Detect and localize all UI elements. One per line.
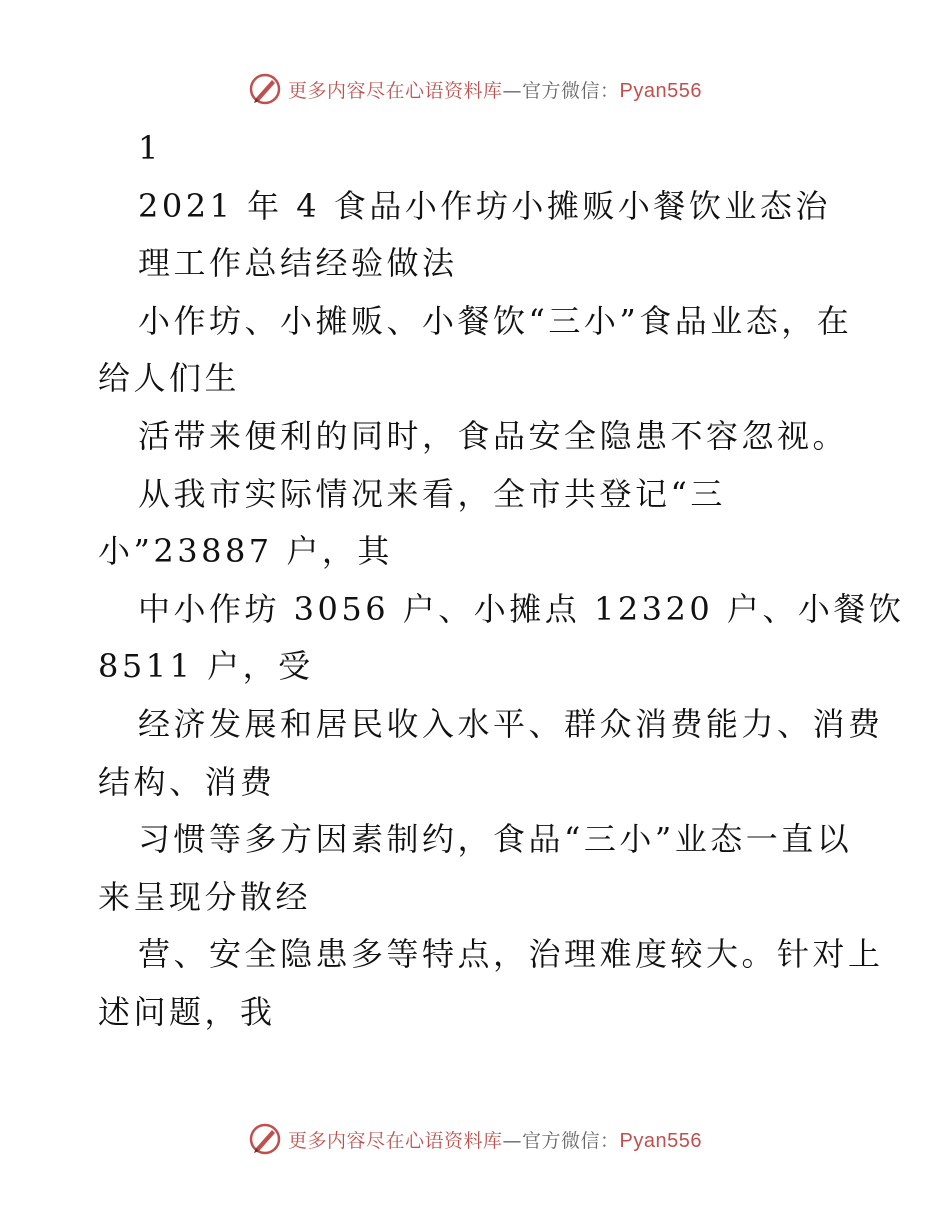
pen-logo-icon bbox=[248, 72, 282, 106]
text-line: 从我市实际情况来看，全市共登记“三 bbox=[138, 474, 726, 513]
watermark-separator: — bbox=[502, 1129, 523, 1152]
watermark-brand: 更多内容尽在心语资料库 bbox=[288, 79, 503, 102]
text-line: 活带来便利的同时，食品安全隐患不容忽视。 bbox=[138, 416, 849, 455]
watermark-wechat-label: 官方微信： bbox=[522, 1129, 620, 1152]
text-line: 8511 户，受 bbox=[98, 647, 314, 686]
text-line: 述问题，我 bbox=[98, 992, 276, 1031]
watermark-wechat-label: 官方微信： bbox=[522, 79, 620, 102]
text-line: 1 bbox=[138, 129, 162, 167]
header-watermark bbox=[0, 72, 950, 106]
text-line: 小作坊、小摊贩、小餐饮“三小”食品业态，在 bbox=[138, 301, 853, 340]
text-line: 结构、消费 bbox=[98, 762, 276, 801]
watermark-brand: 更多内容尽在心语资料库 bbox=[288, 1129, 503, 1152]
watermark-wechat-id: Pyan556 bbox=[619, 1129, 702, 1152]
footer-watermark bbox=[0, 1122, 950, 1156]
document-body bbox=[98, 120, 905, 1042]
watermark-wechat-id: Pyan556 bbox=[619, 79, 702, 102]
text-line: 经济发展和居民收入水平、群众消费能力、消费 bbox=[138, 704, 884, 743]
watermark-text bbox=[288, 76, 702, 103]
watermark-text bbox=[288, 1126, 702, 1153]
watermark-separator: — bbox=[502, 79, 523, 102]
text-line: 习惯等多方因素制约，食品“三小”业态一直以 bbox=[138, 820, 853, 859]
text-line: 中小作坊 3056 户、小摊点 12320 户、小餐饮 bbox=[138, 589, 905, 628]
text-line: 营、安全隐患多等特点，治理难度较大。针对上 bbox=[138, 935, 884, 974]
pen-logo-icon bbox=[248, 1122, 282, 1156]
text-line: 小”23887 户，其 bbox=[98, 532, 393, 571]
text-line: 理工作总结经验做法 bbox=[138, 244, 458, 283]
text-line: 给人们生 bbox=[98, 359, 241, 398]
text-line: 2021 年 4 食品小作坊小摊贩小餐饮业态治 bbox=[138, 186, 831, 225]
text-line: 来呈现分散经 bbox=[98, 877, 312, 916]
